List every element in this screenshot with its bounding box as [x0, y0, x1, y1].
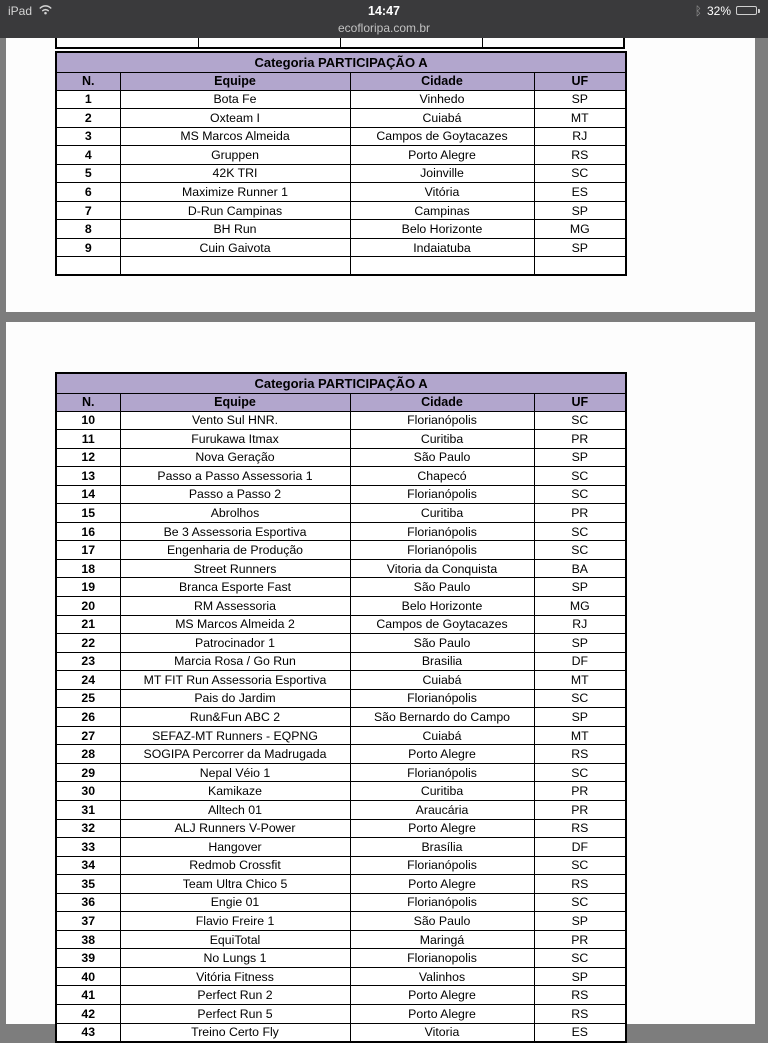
table-row — [56, 726, 626, 745]
equipe-cell: MT FIT Run Assessoria Esportiva — [120, 671, 350, 690]
uf-cell: SP — [534, 967, 626, 986]
num-cell: 14 — [56, 485, 120, 504]
num-cell: 15 — [56, 504, 120, 523]
table-row — [56, 615, 626, 634]
num-cell: 21 — [56, 615, 120, 634]
num-cell: 5 — [56, 164, 120, 183]
num-cell: 16 — [56, 522, 120, 541]
num-cell: 30 — [56, 782, 120, 801]
table-row — [56, 183, 626, 202]
num-cell: 35 — [56, 875, 120, 894]
uf-cell: RJ — [534, 127, 626, 146]
num-cell: 23 — [56, 652, 120, 671]
cidade-cell: Florianópolis — [350, 485, 534, 504]
uf-cell: SC — [534, 411, 626, 430]
equipe-cell: 42K TRI — [120, 164, 350, 183]
uf-cell: PR — [534, 504, 626, 523]
table-row — [56, 930, 626, 949]
col-header-cidade: Cidade — [350, 393, 534, 411]
table-row — [56, 745, 626, 764]
bluetooth-icon: ᛒ — [694, 3, 702, 18]
num-cell: 31 — [56, 800, 120, 819]
cidade-cell: Indaiatuba — [350, 238, 534, 257]
uf-cell: SC — [534, 763, 626, 782]
num-cell: 7 — [56, 201, 120, 220]
uf-cell: SC — [534, 856, 626, 875]
cidade-cell: Florianópolis — [350, 893, 534, 912]
col-header-uf: UF — [534, 393, 626, 411]
table-row — [56, 411, 626, 430]
cidade-cell: Florianópolis — [350, 689, 534, 708]
cidade-cell: Campos de Goytacazes — [350, 127, 534, 146]
num-cell: 26 — [56, 708, 120, 727]
uf-cell: SP — [534, 201, 626, 220]
equipe-cell: Passo a Passo 2 — [120, 485, 350, 504]
table-row — [56, 485, 626, 504]
equipe-cell: Perfect Run 5 — [120, 1005, 350, 1024]
num-cell: 22 — [56, 634, 120, 653]
equipe-cell: Maximize Runner 1 — [120, 183, 350, 202]
col-header-uf: UF — [534, 72, 626, 90]
equipe-cell: D-Run Campinas — [120, 201, 350, 220]
equipe-cell: Team Ultra Chico 5 — [120, 875, 350, 894]
num-cell: 8 — [56, 220, 120, 239]
equipe-cell: Furukawa Itmax — [120, 430, 350, 449]
uf-cell: ES — [534, 1023, 626, 1042]
equipe-cell: Nepal Véio 1 — [120, 763, 350, 782]
uf-cell: MT — [534, 671, 626, 690]
equipe-cell: Abrolhos — [120, 504, 350, 523]
address-bar[interactable]: ecofloripa.com.br — [337, 21, 431, 35]
cidade-cell: Vitoria — [350, 1023, 534, 1042]
table-row — [56, 708, 626, 727]
table-header-row — [56, 72, 626, 90]
table-title: Categoria PARTICIPAÇÃO A — [56, 52, 626, 72]
cidade-cell: Florianópolis — [350, 522, 534, 541]
uf-cell: PR — [534, 782, 626, 801]
col-header-n: N. — [56, 72, 120, 90]
num-cell: 11 — [56, 430, 120, 449]
equipe-cell: Treino Certo Fly — [120, 1023, 350, 1042]
col-header-n: N. — [56, 393, 120, 411]
cidade-cell: Florianópolis — [350, 856, 534, 875]
cidade-cell: São Paulo — [350, 448, 534, 467]
table-header-row — [56, 393, 626, 411]
equipe-cell: Nova Geração — [120, 448, 350, 467]
table-row — [56, 652, 626, 671]
table-row — [56, 257, 626, 276]
equipe-cell: Oxteam I — [120, 109, 350, 128]
table-row — [56, 1023, 626, 1042]
uf-cell: SC — [534, 467, 626, 486]
num-cell: 20 — [56, 596, 120, 615]
num-cell: 39 — [56, 949, 120, 968]
document-page-1 — [6, 38, 755, 312]
table-row — [56, 164, 626, 183]
cidade-cell — [350, 257, 534, 276]
uf-cell: MT — [534, 726, 626, 745]
cidade-cell: Valinhos — [350, 967, 534, 986]
table-row — [56, 596, 626, 615]
cidade-cell: Vitoria da Conquista — [350, 559, 534, 578]
equipe-cell: SEFAZ-MT Runners - EQPNG — [120, 726, 350, 745]
table-row — [56, 967, 626, 986]
cidade-cell: Curitiba — [350, 430, 534, 449]
table-row — [56, 689, 626, 708]
cidade-cell: Vitória — [350, 183, 534, 202]
equipe-cell: MS Marcos Almeida — [120, 127, 350, 146]
uf-cell: MT — [534, 109, 626, 128]
equipe-cell: Kamikaze — [120, 782, 350, 801]
wifi-icon — [38, 3, 53, 18]
cidade-cell: Cuiabá — [350, 671, 534, 690]
uf-cell: RJ — [534, 615, 626, 634]
table-row — [56, 541, 626, 560]
equipe-cell: Pais do Jardim — [120, 689, 350, 708]
cidade-cell: Vinhedo — [350, 90, 534, 109]
table-row — [56, 467, 626, 486]
uf-cell: ES — [534, 183, 626, 202]
num-cell: 33 — [56, 838, 120, 857]
table-row — [56, 875, 626, 894]
num-cell: 4 — [56, 146, 120, 165]
equipe-cell: RM Assessoria — [120, 596, 350, 615]
table-row — [56, 504, 626, 523]
clock: 14:47 — [368, 3, 400, 18]
col-header-equipe: Equipe — [120, 393, 350, 411]
num-cell: 12 — [56, 448, 120, 467]
equipe-cell: EquiTotal — [120, 930, 350, 949]
num-cell: 41 — [56, 986, 120, 1005]
cidade-cell: São Paulo — [350, 634, 534, 653]
uf-cell: RS — [534, 986, 626, 1005]
uf-cell: SC — [534, 689, 626, 708]
uf-cell: PR — [534, 800, 626, 819]
cidade-cell: Porto Alegre — [350, 745, 534, 764]
table-title: Categoria PARTICIPAÇÃO A — [56, 373, 626, 393]
num-cell: 38 — [56, 930, 120, 949]
table-row — [56, 220, 626, 239]
uf-cell: RS — [534, 146, 626, 165]
num-cell: 2 — [56, 109, 120, 128]
uf-cell: RS — [534, 1005, 626, 1024]
cidade-cell: Cuiabá — [350, 726, 534, 745]
equipe-cell: Be 3 Assessoria Esportiva — [120, 522, 350, 541]
uf-cell: SC — [534, 164, 626, 183]
uf-cell: SP — [534, 634, 626, 653]
uf-cell: SP — [534, 912, 626, 931]
device-label: iPad — [8, 3, 33, 18]
table-row — [56, 856, 626, 875]
document-page-2 — [6, 322, 755, 1040]
num-cell: 25 — [56, 689, 120, 708]
uf-cell: SC — [534, 541, 626, 560]
equipe-cell: SOGIPA Percorrer da Madrugada — [120, 745, 350, 764]
uf-cell: SP — [534, 578, 626, 597]
num-cell: 36 — [56, 893, 120, 912]
equipe-cell: ALJ Runners V-Power — [120, 819, 350, 838]
battery-icon — [736, 6, 760, 15]
equipe-cell: Alltech 01 — [120, 800, 350, 819]
num-cell: 17 — [56, 541, 120, 560]
table-row — [56, 90, 626, 109]
cidade-cell: Campos de Goytacazes — [350, 615, 534, 634]
uf-cell: SP — [534, 90, 626, 109]
num-cell: 3 — [56, 127, 120, 146]
equipe-cell: Cuin Gaivota — [120, 238, 350, 257]
num-cell: 28 — [56, 745, 120, 764]
equipe-cell: Redmob Crossfit — [120, 856, 350, 875]
table-row — [56, 559, 626, 578]
cidade-cell: Maringá — [350, 930, 534, 949]
equipe-cell: Vitória Fitness — [120, 967, 350, 986]
table-row — [56, 986, 626, 1005]
col-header-equipe: Equipe — [120, 72, 350, 90]
num-cell: 6 — [56, 183, 120, 202]
num-cell: 29 — [56, 763, 120, 782]
num-cell: 27 — [56, 726, 120, 745]
equipe-cell: BH Run — [120, 220, 350, 239]
num-cell — [56, 257, 120, 276]
status-row — [0, 0, 768, 21]
equipe-cell: Perfect Run 2 — [120, 986, 350, 1005]
cidade-cell: Brasília — [350, 838, 534, 857]
table-row — [56, 838, 626, 857]
uf-cell: DF — [534, 652, 626, 671]
table-row — [56, 127, 626, 146]
cidade-cell: Campinas — [350, 201, 534, 220]
num-cell: 1 — [56, 90, 120, 109]
cidade-cell: Florianópolis — [350, 763, 534, 782]
table-row — [56, 522, 626, 541]
uf-cell: SP — [534, 238, 626, 257]
uf-cell: MG — [534, 596, 626, 615]
table-row — [56, 430, 626, 449]
num-cell: 34 — [56, 856, 120, 875]
equipe-cell: Branca Esporte Fast — [120, 578, 350, 597]
category-table-1 — [55, 51, 627, 276]
uf-cell: RS — [534, 875, 626, 894]
table-row — [56, 109, 626, 128]
table-row — [56, 893, 626, 912]
equipe-cell: Street Runners — [120, 559, 350, 578]
cidade-cell: Chapecó — [350, 467, 534, 486]
num-cell: 9 — [56, 238, 120, 257]
equipe-cell: Marcia Rosa / Go Run — [120, 652, 350, 671]
num-cell: 10 — [56, 411, 120, 430]
equipe-cell: Flavio Freire 1 — [120, 912, 350, 931]
table-row — [56, 763, 626, 782]
num-cell: 18 — [56, 559, 120, 578]
cidade-cell: Florianópolis — [350, 541, 534, 560]
table-row — [56, 634, 626, 653]
category-table-2 — [55, 372, 627, 1043]
uf-cell: RS — [534, 819, 626, 838]
num-cell: 37 — [56, 912, 120, 931]
uf-cell: RS — [534, 745, 626, 764]
equipe-cell: Gruppen — [120, 146, 350, 165]
equipe-cell: Bota Fe — [120, 90, 350, 109]
uf-cell: SP — [534, 708, 626, 727]
col-header-cidade: Cidade — [350, 72, 534, 90]
table-row — [56, 238, 626, 257]
uf-cell — [534, 257, 626, 276]
equipe-cell — [120, 257, 350, 276]
battery-percent-label: 32% — [706, 3, 731, 18]
uf-cell: SC — [534, 893, 626, 912]
cidade-cell: Porto Alegre — [350, 1005, 534, 1024]
cidade-cell: Joinville — [350, 164, 534, 183]
table-row — [56, 800, 626, 819]
cidade-cell: São Bernardo do Campo — [350, 708, 534, 727]
uf-cell: SP — [534, 448, 626, 467]
cidade-cell: Curitiba — [350, 782, 534, 801]
table-title-row — [56, 373, 626, 393]
num-cell: 19 — [56, 578, 120, 597]
cidade-cell: Florianópolis — [350, 411, 534, 430]
cidade-cell: São Paulo — [350, 578, 534, 597]
equipe-cell: Engie 01 — [120, 893, 350, 912]
table-row — [56, 949, 626, 968]
table-row — [56, 912, 626, 931]
cidade-cell: São Paulo — [350, 912, 534, 931]
uf-cell: BA — [534, 559, 626, 578]
num-cell: 43 — [56, 1023, 120, 1042]
equipe-cell: MS Marcos Almeida 2 — [120, 615, 350, 634]
uf-cell: SC — [534, 485, 626, 504]
cidade-cell: Araucária — [350, 800, 534, 819]
table-row — [56, 782, 626, 801]
cidade-cell: Belo Horizonte — [350, 220, 534, 239]
table-row — [56, 671, 626, 690]
num-cell: 42 — [56, 1005, 120, 1024]
cidade-cell: Florianopolis — [350, 949, 534, 968]
equipe-cell: Passo a Passo Assessoria 1 — [120, 467, 350, 486]
equipe-cell: No Lungs 1 — [120, 949, 350, 968]
cidade-cell: Belo Horizonte — [350, 596, 534, 615]
table-row — [56, 1005, 626, 1024]
cidade-cell: Porto Alegre — [350, 986, 534, 1005]
cidade-cell: Porto Alegre — [350, 875, 534, 894]
table-row — [56, 146, 626, 165]
uf-cell: SC — [534, 949, 626, 968]
table-row — [56, 819, 626, 838]
equipe-cell: Run&Fun ABC 2 — [120, 708, 350, 727]
uf-cell: DF — [534, 838, 626, 857]
num-cell: 13 — [56, 467, 120, 486]
uf-cell: MG — [534, 220, 626, 239]
table-row — [56, 201, 626, 220]
num-cell: 32 — [56, 819, 120, 838]
cidade-cell: Curitiba — [350, 504, 534, 523]
uf-cell: SC — [534, 522, 626, 541]
num-cell: 24 — [56, 671, 120, 690]
cidade-cell: Brasilia — [350, 652, 534, 671]
num-cell: 40 — [56, 967, 120, 986]
equipe-cell: Engenharia de Produção — [120, 541, 350, 560]
table-title-row — [56, 52, 626, 72]
uf-cell: PR — [534, 930, 626, 949]
equipe-cell: Patrocinador 1 — [120, 634, 350, 653]
equipe-cell: Hangover — [120, 838, 350, 857]
equipe-cell: Vento Sul HNR. — [120, 411, 350, 430]
cidade-cell: Porto Alegre — [350, 146, 534, 165]
cidade-cell: Porto Alegre — [350, 819, 534, 838]
table-row — [56, 578, 626, 597]
cidade-cell: Cuiabá — [350, 109, 534, 128]
uf-cell: PR — [534, 430, 626, 449]
table-row — [56, 448, 626, 467]
status-bar — [0, 0, 768, 38]
